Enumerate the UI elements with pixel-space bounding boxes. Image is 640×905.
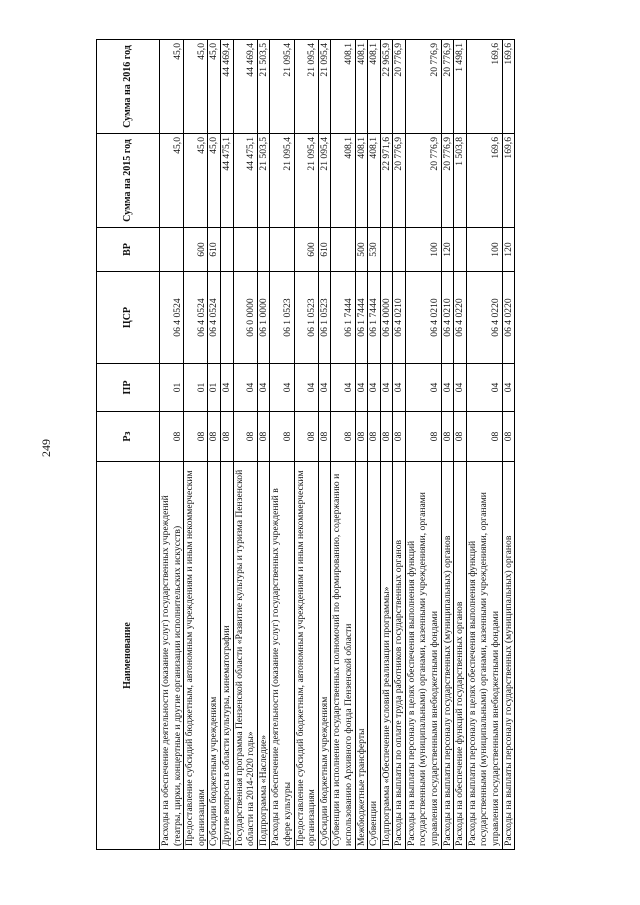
cell-sum-2016: 45,0: [184, 40, 208, 134]
table-row: [441, 40, 454, 850]
cell-name: Субвенции: [368, 462, 381, 850]
cell-pr: 04: [502, 364, 515, 412]
cell-vr: [160, 228, 184, 272]
cell-vr: 100: [405, 228, 441, 272]
cell-sum-2015: 21 095,4: [318, 134, 331, 228]
cell-pr: 04: [318, 364, 331, 412]
cell-sum-2015: 44 475,1: [233, 134, 257, 228]
cell-pr: 01: [184, 364, 208, 412]
table-row: [220, 40, 233, 850]
cell-vr: 500: [355, 228, 368, 272]
table-row: [405, 40, 441, 850]
cell-vr: 100: [466, 228, 502, 272]
cell-name: Подпрограмма «Наследие»: [257, 462, 270, 850]
table-row: [355, 40, 368, 850]
cell-pr: 01: [208, 364, 221, 412]
cell-pr: 04: [380, 364, 393, 412]
cell-sum-2016: 21 095,4: [318, 40, 331, 134]
cell-rz: 08: [393, 412, 406, 462]
cell-csr: 06 1 7444: [355, 272, 368, 364]
table-row: [502, 40, 515, 850]
cell-rz: 08: [208, 412, 221, 462]
cell-sum-2015: 45,0: [184, 134, 208, 228]
header-vr: ВР: [97, 228, 160, 272]
cell-csr: 06 4 0524: [160, 272, 184, 364]
cell-sum-2015: 408,1: [331, 134, 355, 228]
cell-sum-2016: 21 095,4: [294, 40, 318, 134]
table-container: [96, 40, 562, 850]
cell-rz: 08: [441, 412, 454, 462]
cell-name: Расходы на выплаты персоналу в целях обеспечения выполнения функций государственными (муниципальными) органами, казенными учреждениями, органами управления государственными внебюджетными фондами: [466, 462, 502, 850]
cell-sum-2016: 169,6: [502, 40, 515, 134]
header-rz: Рз: [97, 412, 160, 462]
cell-vr: 530: [368, 228, 381, 272]
cell-sum-2015: 1 503,8: [454, 134, 467, 228]
table-row: [454, 40, 467, 850]
cell-rz: 08: [355, 412, 368, 462]
cell-sum-2016: 21 503,5: [257, 40, 270, 134]
cell-pr: 04: [331, 364, 355, 412]
cell-pr: 04: [454, 364, 467, 412]
cell-sum-2016: 21 095,4: [270, 40, 294, 134]
cell-sum-2016: 408,1: [368, 40, 381, 134]
cell-rz: 08: [502, 412, 515, 462]
cell-rz: 08: [184, 412, 208, 462]
cell-csr: 06 4 0220: [502, 272, 515, 364]
cell-pr: 04: [220, 364, 233, 412]
cell-csr: 06 4 0210: [393, 272, 406, 364]
cell-sum-2015: 21 503,5: [257, 134, 270, 228]
cell-sum-2015: 20 776,9: [393, 134, 406, 228]
cell-sum-2016: 20 776,9: [405, 40, 441, 134]
rotated-page-area: [96, 40, 562, 850]
cell-vr: [257, 228, 270, 272]
table-row: [380, 40, 393, 850]
cell-rz: 08: [220, 412, 233, 462]
cell-rz: 08: [257, 412, 270, 462]
header-pr: ПР: [97, 364, 160, 412]
cell-pr: 04: [257, 364, 270, 412]
cell-name: Субвенции на исполнение государственных полномочий по формированию, содержанию и использованию Архивного фонда Пензенской области: [331, 462, 355, 850]
cell-vr: 600: [294, 228, 318, 272]
cell-pr: 04: [441, 364, 454, 412]
cell-vr: [380, 228, 393, 272]
cell-sum-2015: 21 095,4: [294, 134, 318, 228]
cell-rz: 08: [368, 412, 381, 462]
page-number: 249: [39, 439, 53, 457]
cell-sum-2016: 1 498,1: [454, 40, 467, 134]
cell-pr: 04: [393, 364, 406, 412]
header-csr: ЦСР: [97, 272, 160, 364]
table-row: [270, 40, 294, 850]
budget-table: [96, 39, 515, 850]
table-row: [184, 40, 208, 850]
cell-rz: 08: [318, 412, 331, 462]
cell-sum-2016: 408,1: [355, 40, 368, 134]
cell-rz: 08: [233, 412, 257, 462]
cell-vr: [233, 228, 257, 272]
cell-sum-2015: 45,0: [160, 134, 184, 228]
cell-sum-2016: 44 469,4: [220, 40, 233, 134]
cell-vr: [220, 228, 233, 272]
cell-csr: 06 1 0000: [257, 272, 270, 364]
cell-rz: 08: [294, 412, 318, 462]
cell-sum-2016: 45,0: [208, 40, 221, 134]
cell-csr: 06 1 0523: [270, 272, 294, 364]
table-row: [318, 40, 331, 850]
cell-sum-2016: 22 965,9: [380, 40, 393, 134]
table-header-row: [97, 40, 160, 850]
cell-sum-2016: 169,6: [466, 40, 502, 134]
cell-sum-2015: 44 475,1: [220, 134, 233, 228]
table-row: [393, 40, 406, 850]
table-row: [368, 40, 381, 850]
cell-name: Расходы на обеспечение деятельности (оказание услуг) государственных учреждений в сфере культуры: [270, 462, 294, 850]
cell-name: Субсидии бюджетным учреждениям: [208, 462, 221, 850]
cell-csr: 06 4 0524: [184, 272, 208, 364]
cell-sum-2015: 169,6: [502, 134, 515, 228]
cell-rz: 08: [405, 412, 441, 462]
cell-pr: 04: [368, 364, 381, 412]
cell-csr: 06 4 0220: [454, 272, 467, 364]
cell-rz: 08: [331, 412, 355, 462]
cell-csr: 06 4 0000: [380, 272, 393, 364]
table-row: [233, 40, 257, 850]
cell-csr: 06 1 0523: [318, 272, 331, 364]
cell-vr: 600: [184, 228, 208, 272]
header-name: Наименование: [97, 462, 160, 850]
cell-csr: 06 4 0210: [441, 272, 454, 364]
cell-name: Межбюджетные трансферты: [355, 462, 368, 850]
table-row: [294, 40, 318, 850]
cell-sum-2015: 169,6: [466, 134, 502, 228]
table-row: [331, 40, 355, 850]
cell-sum-2016: 408,1: [331, 40, 355, 134]
cell-sum-2016: 20 776,9: [441, 40, 454, 134]
cell-sum-2015: 408,1: [355, 134, 368, 228]
cell-pr: 01: [160, 364, 184, 412]
cell-name: Расходы на обеспечение функций государственных органов: [454, 462, 467, 850]
cell-pr: 04: [294, 364, 318, 412]
cell-name: Расходы на выплаты персоналу государственных (муниципальных) органов: [502, 462, 515, 850]
table-row: [257, 40, 270, 850]
cell-name: Предоставление субсидий бюджетным, автономным учреждениям и иным некоммерческим организациям: [184, 462, 208, 850]
cell-pr: 04: [355, 364, 368, 412]
cell-csr: 06 1 0523: [294, 272, 318, 364]
cell-sum-2015: 408,1: [368, 134, 381, 228]
cell-sum-2015: 20 776,9: [405, 134, 441, 228]
cell-name: Другие вопросы в области культуры, кинематографии: [220, 462, 233, 850]
cell-name: Государственная программа Пензенской области «Развитие культуры и туризма Пензенской области на 2014-2020 годы»: [233, 462, 257, 850]
cell-sum-2016: 44 469,4: [233, 40, 257, 134]
cell-pr: 04: [270, 364, 294, 412]
cell-rz: 08: [380, 412, 393, 462]
cell-rz: 08: [270, 412, 294, 462]
cell-name: Субсидии бюджетным учреждениям: [318, 462, 331, 850]
cell-name: Подпрограмма «Обеспечение условий реализации программы»: [380, 462, 393, 850]
cell-sum-2016: 45,0: [160, 40, 184, 134]
table-row: [160, 40, 184, 850]
cell-vr: [270, 228, 294, 272]
cell-name: Предоставление субсидий бюджетным, автономным учреждениям и иным некоммерческим организациям: [294, 462, 318, 850]
cell-vr: 120: [441, 228, 454, 272]
header-sum-2015: Сумма на 2015 год: [97, 134, 160, 228]
cell-csr: 06 1 7444: [331, 272, 355, 364]
cell-csr: 06 1 7444: [368, 272, 381, 364]
cell-rz: 08: [466, 412, 502, 462]
cell-pr: 04: [405, 364, 441, 412]
cell-csr: [220, 272, 233, 364]
cell-csr: 06 4 0524: [208, 272, 221, 364]
table-row: [466, 40, 502, 850]
cell-sum-2015: 22 971,6: [380, 134, 393, 228]
cell-sum-2015: 21 095,4: [270, 134, 294, 228]
cell-name: Расходы на выплаты персоналу государственных (муниципальных) органов: [441, 462, 454, 850]
cell-csr: 06 4 0220: [466, 272, 502, 364]
cell-sum-2015: 45,0: [208, 134, 221, 228]
cell-csr: 06 4 0210: [405, 272, 441, 364]
header-sum-2016: Сумма на 2016 год: [97, 40, 160, 134]
table-row: [208, 40, 221, 850]
cell-vr: 610: [318, 228, 331, 272]
cell-name: Расходы на обеспечение деятельности (оказание услуг) государственных учреждений (театры, цирки, концертные и другие организации исполнительских искусств): [160, 462, 184, 850]
cell-csr: 06 0 0000: [233, 272, 257, 364]
cell-name: Расходы на выплаты по оплате труда работников государственных органов: [393, 462, 406, 850]
cell-vr: [331, 228, 355, 272]
cell-vr: 120: [502, 228, 515, 272]
cell-sum-2016: 20 776,9: [393, 40, 406, 134]
cell-name: Расходы на выплаты персоналу в целях обеспечения выполнения функций государственными (муниципальными) органами, казенными учреждениями, органами управления государственными внебюджетными фондами: [405, 462, 441, 850]
cell-pr: 04: [233, 364, 257, 412]
cell-rz: 08: [454, 412, 467, 462]
cell-rz: 08: [160, 412, 184, 462]
cell-vr: 610: [208, 228, 221, 272]
cell-sum-2015: 20 776,9: [441, 134, 454, 228]
cell-vr: [393, 228, 406, 272]
cell-vr: [454, 228, 467, 272]
cell-pr: 04: [466, 364, 502, 412]
